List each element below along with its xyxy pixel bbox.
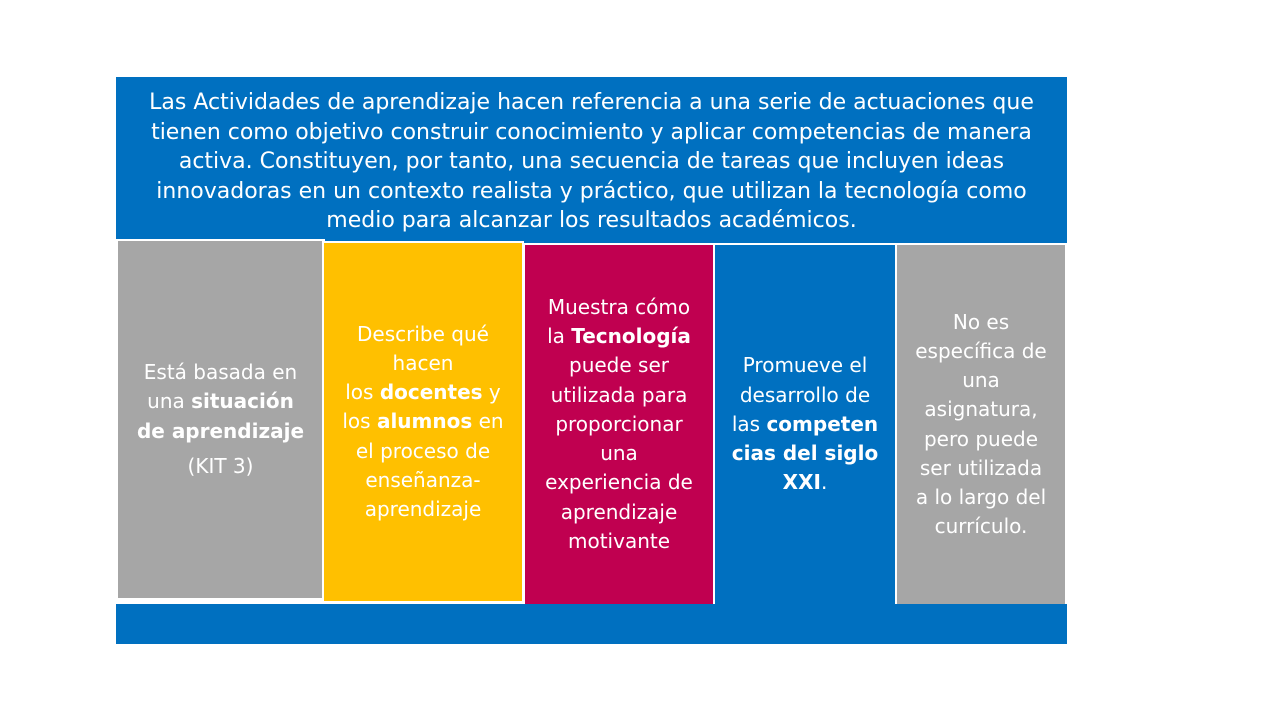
box1-line2: una situación — [147, 389, 294, 414]
box2-line6: enseñanza- — [365, 467, 481, 492]
box2-line2: hacen — [392, 350, 454, 375]
box-curriculo — [895, 243, 1067, 606]
box3-line1: Muestra cómo — [547, 295, 691, 320]
box1-line3: de aprendizaje — [136, 418, 305, 443]
box5-line8: currículo. — [934, 514, 1028, 539]
box5-line3: una — [962, 368, 1000, 393]
box1-line1: Está basada en — [143, 360, 298, 385]
box3-line9: motivante — [567, 528, 671, 553]
box4-line4: cias del siglo — [731, 441, 879, 466]
box-tecnologia — [523, 243, 715, 606]
footer-bar — [116, 604, 1067, 644]
definition-text: Las Actividades de aprendizaje hacen referencia a una serie de actuaciones que tienen como objetivo construir conocimiento y aplicar competencias de manera activa. Constituyen, por tanto, una secuencia de tareas que incluyen ideas innovadoras en un contexto realista y práctico, que utilizan la tecnología como medio para alcanzar los resultados académicos. — [149, 90, 1034, 233]
box3-line8: aprendizaje — [560, 499, 678, 524]
box-situacion-aprendizaje — [116, 239, 325, 600]
box5-line1: No es — [952, 309, 1010, 334]
box-competencias-siglo-xxi — [713, 243, 897, 606]
box3-line3: puede ser — [569, 353, 669, 378]
box4-line2: desarrollo de — [739, 382, 871, 407]
box5-line7: a lo largo del — [915, 484, 1047, 509]
box3-line6: una — [600, 441, 638, 466]
box5-line2: específica de — [915, 338, 1047, 363]
box4-line3: las competen — [731, 411, 879, 436]
box-docentes-alumnos — [322, 241, 524, 603]
box2-line3: los docentes y — [345, 380, 501, 405]
box1-sub: (KIT 3) — [187, 453, 254, 478]
box5-line4: asignatura, — [924, 397, 1038, 422]
box2-line7: aprendizaje — [364, 497, 482, 521]
box4-line5: XXI. — [782, 470, 828, 495]
box2-line4: los alumnos en — [342, 409, 504, 434]
box3-line2: la Tecnología — [547, 324, 691, 349]
box2-line5: el proceso de — [355, 438, 491, 463]
box4-line1: Promueve el — [742, 353, 868, 378]
box3-line4: utilizada para — [550, 382, 688, 407]
box2-line1: Describe qué — [357, 321, 489, 346]
box5-line5: pero puede — [923, 426, 1039, 451]
box3-line5: proporcionar — [555, 411, 683, 436]
box3-line7: experiencia de — [545, 470, 693, 495]
box5-line6: ser utilizada — [919, 455, 1043, 480]
definition-header-box — [116, 77, 1067, 244]
